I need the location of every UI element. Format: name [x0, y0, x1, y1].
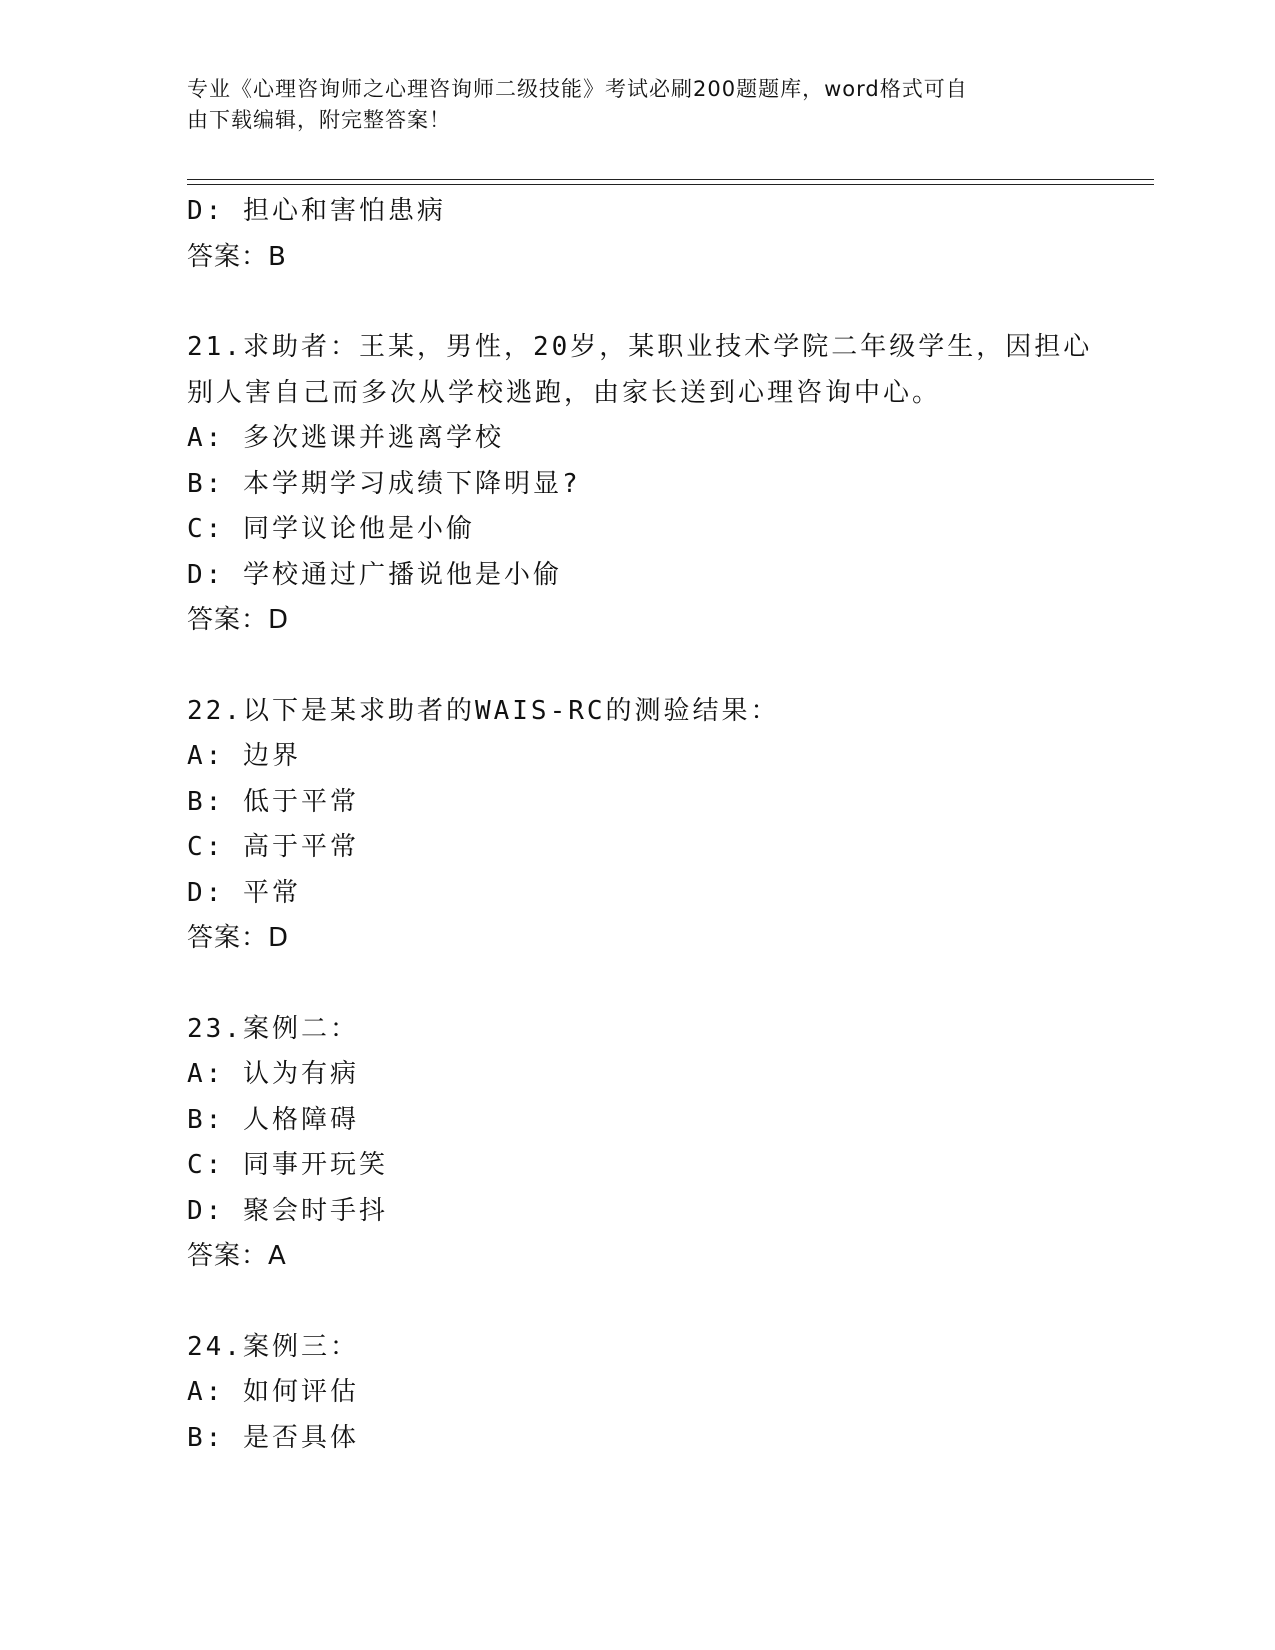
option-c: C: 同事开玩笑 [187, 1150, 388, 1180]
option-d: D: 担心和害怕患病 [187, 196, 446, 226]
question-stem-line: 22.以下是某求助者的WAIS-RC的测验结果： [187, 695, 780, 726]
option-b: B: 低于平常 [187, 786, 359, 817]
document-header [187, 74, 1067, 136]
option-b: B: 是否具体 [187, 1422, 359, 1453]
answer-line: 答案：A [187, 1241, 287, 1271]
question-stem-line: 别人害自己而多次从学校逃跑，由家长送到心理咨询中心。 [187, 377, 942, 408]
option-a: A: 边界 [187, 741, 301, 771]
option-a: A: 多次逃课并逃离学校 [187, 423, 504, 453]
question-stem-line: 21.求助者：王某，男性，20岁，某职业技术学院二年级学生，因担心 [187, 332, 1093, 362]
question-23 [187, 1007, 1087, 1280]
header-line-2: 由下载编辑，附完整答案！ [187, 108, 451, 132]
option-a: A: 认为有病 [187, 1059, 359, 1089]
question-24 [187, 1325, 1087, 1462]
answer-line: 答案：B [187, 241, 287, 272]
question-22 [187, 689, 1087, 962]
option-b: B: 人格障碍 [187, 1104, 359, 1135]
header-divider-bottom [187, 184, 1154, 185]
header-divider-top [187, 179, 1154, 180]
option-c: C: 同学议论他是小偷 [187, 514, 475, 544]
question-list [187, 189, 1093, 1461]
option-d: D: 学校通过广播说他是小偷 [187, 559, 562, 590]
answer-line: 答案：D [187, 923, 290, 953]
option-c: C: 高于平常 [187, 832, 359, 862]
header-line-1: 专业《心理咨询师之心理咨询师二级技能》考试必刷200题题库，word格式可自 [187, 77, 968, 101]
question-stem-line: 24.案例三： [187, 1331, 359, 1362]
option-d: D: 聚会时手抖 [187, 1195, 388, 1226]
option-a: A: 如何评估 [187, 1377, 359, 1407]
option-d: D: 平常 [187, 877, 301, 908]
question-stem-line: 23.案例二： [187, 1013, 359, 1044]
question-21 [187, 325, 1093, 644]
option-b: B: 本学期学习成绩下降明显? [187, 468, 581, 499]
answer-line: 答案：D [187, 605, 290, 635]
